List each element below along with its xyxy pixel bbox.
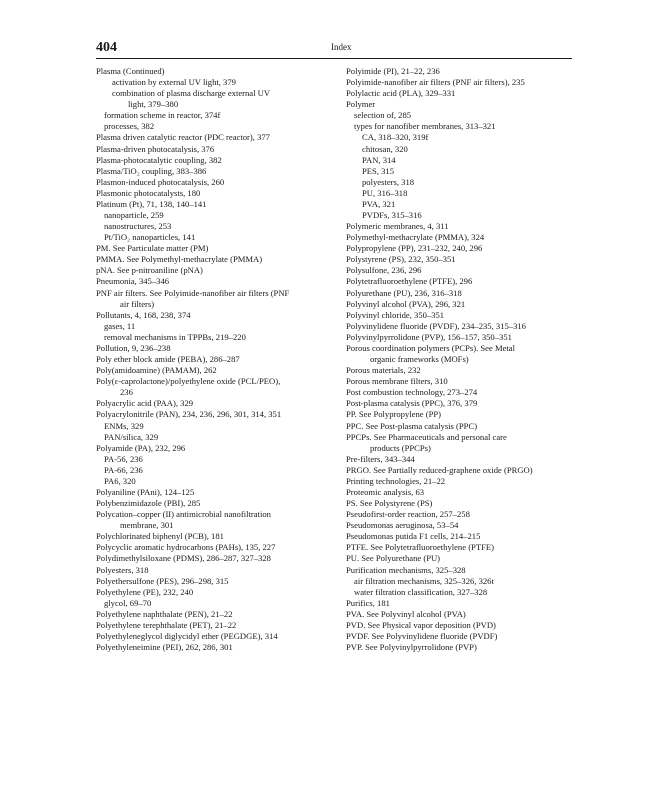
index-entry: Pre-filters, 343–344 [346, 453, 415, 464]
index-entry: Polyimide (PI), 21–22, 236 [346, 66, 440, 76]
index-entry: Polysulfone, 236, 296 [346, 265, 422, 276]
index-entry: combination of plasma discharge external UV [112, 88, 271, 99]
index-entry: Plasma (Continued) [96, 66, 165, 76]
index-entry: air filters) [120, 298, 155, 309]
index-entry: Proteomic analysis, 63 [346, 486, 425, 497]
index-entry: types for nanofiber membranes, 313–321 [354, 121, 496, 132]
index-entry: nanoparticle, 259 [104, 210, 164, 221]
index-entry: PVDF. See Polyvinylidene fluoride (PVDF) [346, 630, 498, 641]
index-entry: formation scheme in reactor, 374f [104, 110, 221, 121]
index-entry: Polytetrafluoroethylene (PTFE), 296 [346, 276, 473, 287]
index-entry: activation by external UV light, 379 [112, 77, 236, 88]
index-entry: Pneumonia, 345–346 [96, 276, 170, 287]
index-column-right [346, 66, 576, 653]
index-entry: light, 379–380 [128, 99, 179, 110]
index-entry: PU. See Polyurethane (PU) [346, 553, 441, 564]
index-entry: PVP. See Polyvinylpyrrolidone (PVP) [346, 642, 477, 653]
index-entry: Polyamide (PA), 232, 296 [96, 442, 186, 453]
index-entry: Pollutants, 4, 168, 238, 374 [96, 309, 191, 320]
index-entry: PA6, 320 [104, 475, 136, 486]
index-entry: air filtration mechanisms, 325–326, 326t [354, 575, 494, 586]
index-entry: water filtration classification, 327–328 [354, 586, 488, 597]
index-entry: Porous membrane filters, 310 [346, 376, 448, 387]
index-entry: PES, 315 [362, 165, 394, 176]
index-entry: Purifics, 181 [346, 597, 390, 608]
index-entry: Polypropylene (PP), 231–232, 240, 296 [346, 243, 483, 254]
index-entry: Plasma-photocatalytic coupling, 382 [96, 154, 222, 165]
index-entry: Post-plasma catalysis (PPC), 376, 379 [346, 398, 478, 409]
index-entry: PU, 316–318 [362, 187, 408, 198]
index-entry: Poly ether block amide (PEBA), 286–287 [96, 354, 240, 365]
index-entry: Pollution, 9, 236–238 [96, 342, 171, 353]
index-entry: PVA, 321 [362, 198, 396, 209]
index-entry: Platinum (Pt), 71, 138, 140–141 [96, 198, 207, 209]
index-entry: Polybenzimidazole (PBI), 285 [96, 498, 201, 509]
index-entry: selection of, 285 [354, 110, 412, 121]
index-entry: Polyethersulfone (PES), 296–298, 315 [96, 575, 229, 586]
index-entry: Polycyclic aromatic hydrocarbons (PAHs), 135, 227 [96, 542, 276, 553]
index-entry: Pt/TiO₂ nanoparticles, 141 [104, 232, 196, 243]
index-entry: Poly(amidoamine) (PAMAM), 262 [96, 365, 217, 376]
index-entry: Polyvinyl alcohol (PVA), 296, 321 [346, 298, 466, 309]
index-entry: processes, 382 [104, 121, 155, 132]
index-entry: PTFE. See Polytetrafluoroethylene (PTFE) [346, 542, 494, 553]
index-entry: Plasma-driven photocatalysis, 376 [96, 143, 215, 154]
index-entry: Polychlorinated biphenyl (PCB), 181 [96, 531, 224, 542]
index-entry: Polydimethylsiloxane (PDMS), 286–287, 327–328 [96, 553, 271, 564]
index-entry: PRGO. See Partially reduced-graphene oxide (PRGO) [346, 464, 533, 475]
running-head: Index [331, 42, 352, 52]
index-entry: organic frameworks (MOFs) [370, 354, 469, 365]
index-entry: Polyethyleneimine (PEI), 262, 286, 301 [96, 642, 233, 653]
index-entry: glycol, 69–70 [104, 597, 152, 608]
index-entry: PVDFs, 315–316 [362, 210, 422, 221]
index-entry: chitosan, 320 [362, 143, 408, 154]
index-entry: PAN, 314 [362, 154, 396, 165]
index-entry: PM. See Particulate matter (PM) [96, 243, 209, 254]
index-entry: Polyethylene (PE), 232, 240 [96, 586, 194, 597]
index-entry: Plasmon-induced photocatalysis, 260 [96, 176, 225, 187]
index-entry: PVA. See Polyvinyl alcohol (PVA) [346, 608, 466, 619]
index-entry: gases, 11 [104, 320, 136, 331]
index-entry: Polystyrene (PS), 232, 350–351 [346, 254, 456, 265]
index-entry: removal mechanisms in TPPBs, 219–220 [104, 331, 246, 342]
index-entry: pNA. See p-nitroaniline (pNA) [96, 265, 203, 276]
index-entry: Polyurethane (PU), 236, 316–318 [346, 287, 462, 298]
index-entry: Polymer [346, 99, 376, 110]
index-entry: Polyethyleneglycol diglycidyl ether (PEGDGE), 314 [96, 630, 278, 641]
index-entry: membrane, 301 [120, 520, 174, 531]
index-entry: PA-66, 236 [104, 464, 143, 475]
index-entry: Printing technologies, 21–22 [346, 475, 446, 486]
index-entry: CA, 318–320, 319f [362, 132, 429, 143]
index-entry: Purification mechanisms, 325–328 [346, 564, 466, 575]
index-entry: Polyesters, 318 [96, 564, 149, 575]
index-entry: Polyvinyl chloride, 350–351 [346, 309, 445, 320]
index-entry: Pseudomonas aeruginosa, 53–54 [346, 520, 459, 531]
index-entry: PP. See Polypropylene (PP) [346, 409, 442, 420]
index-entry: Porous materials, 232 [346, 365, 421, 376]
index-entry: Polycation–copper (II) antimicrobial nanofiltration [96, 509, 271, 520]
index-entry: PA-56, 236 [104, 453, 143, 464]
index-entry: Polymethyl-methacrylate (PMMA), 324 [346, 232, 485, 243]
index-entry: Polyvinylpyrrolidone (PVP), 156–157, 350–351 [346, 331, 512, 342]
index-entry: PVD. See Physical vapor deposition (PVD) [346, 619, 496, 630]
index-entry: PPC. See Post-plasma catalysis (PPC) [346, 420, 478, 431]
index-entry: Plasma/TiO₂ coupling, 383–386 [96, 165, 207, 176]
index-entry: Polyimide-nanofiber air filters (PNF air filters), 235 [346, 77, 525, 88]
index-entry: PS. See Polystyrene (PS) [346, 498, 433, 509]
index-entry: Pseudomonas putida F1 cells, 214–215 [346, 531, 481, 542]
index-entry: Polyethylene terephthalate (PET), 21–22 [96, 619, 237, 630]
index-entry: Pseudofirst-order reaction, 257–258 [346, 509, 470, 520]
index-entry: PAN/silica, 329 [104, 431, 159, 442]
index-entry: Polyacrylonitrile (PAN), 234, 236, 296, 301, 314, 351 [96, 409, 282, 420]
index-entry: polyesters, 318 [362, 176, 415, 187]
index-entry: nanostructures, 253 [104, 221, 172, 232]
index-column-left [96, 66, 340, 653]
index-entry: Plasmonic photocatalysts, 180 [96, 187, 201, 198]
index-entry: 236 [120, 387, 133, 398]
index-entry: Post combustion technology, 273–274 [346, 387, 478, 398]
index-entry: Polyaniline (PAni), 124–125 [96, 486, 195, 497]
index-entry: ENMs, 329 [104, 420, 144, 431]
index-entry: Polyethylene naphthalate (PEN), 21–22 [96, 608, 233, 619]
page-number: 404 [96, 40, 117, 55]
index-entry: Poly(ε-caprolactone)/polyethylene oxide (PCL/PEO), [96, 376, 281, 387]
index-entry: Polyvinylidene fluoride (PVDF), 234–235, 315–316 [346, 320, 526, 331]
index-entry: products (PPCPs) [370, 442, 431, 453]
index-entry: Polymeric membranes, 4, 311 [346, 221, 449, 232]
header-rule [96, 58, 572, 59]
index-entry: Plasma driven catalytic reactor (PDC reactor), 377 [96, 132, 270, 143]
index-entry: PNF air filters. See Polyimide-nanofiber air filters (PNF [96, 287, 290, 298]
index-entry: PPCPs. See Pharmaceuticals and personal care [346, 431, 507, 442]
index-entry: Porous coordination polymers (PCPs). See Metal [346, 342, 515, 353]
index-entry: Polylactic acid (PLA), 329–331 [346, 88, 456, 99]
index-entry: Polyacrylic acid (PAA), 329 [96, 398, 194, 409]
index-entry: PMMA. See Polymethyl-methacrylate (PMMA) [96, 254, 263, 265]
